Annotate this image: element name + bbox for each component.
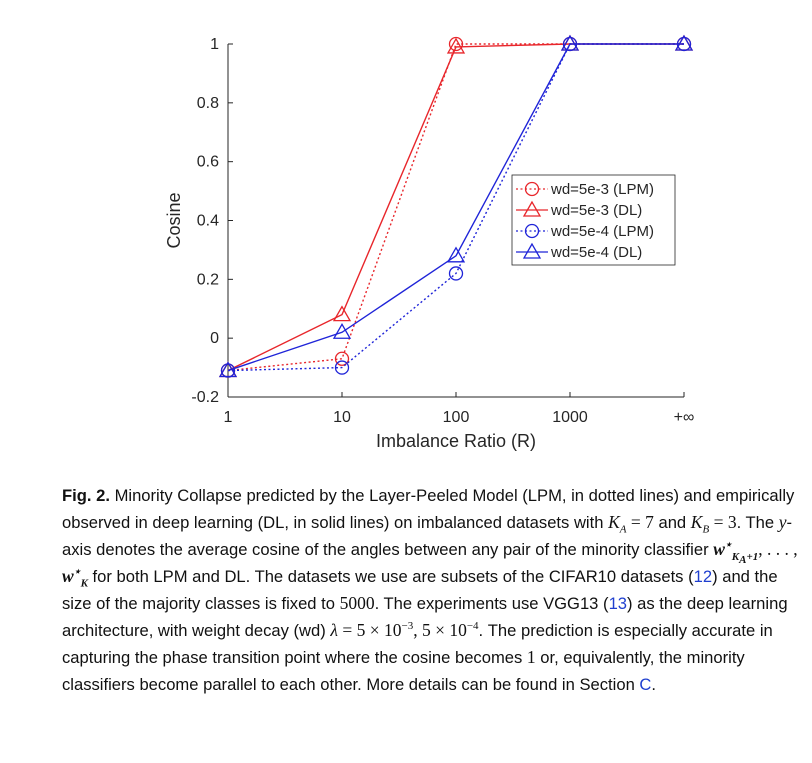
- math-w-last: $w^⋆_K$: [62, 566, 88, 590]
- caption-text: .: [651, 675, 657, 694]
- math-lambda: λ: [330, 620, 338, 640]
- math-lambda-values: = $5 \times 10^{-3}$, $5 \times 10^{-4}$: [337, 620, 479, 640]
- legend-label: wd=5e-3 (LPM): [551, 181, 654, 198]
- math-ka: $K_A$: [608, 512, 627, 536]
- x-tick-label: 1000: [552, 409, 588, 426]
- caption-text: Minority Collapse predicted by the Layer-Peeled Model (LPM, in dotted lines) and empirically observed in deep learning (DL, in solid lines) on imbalanced datasets with: [62, 486, 795, 532]
- y-tick-label: 0.6: [196, 153, 219, 171]
- y-tick-label: 0.4: [196, 212, 219, 230]
- data-point: [334, 324, 350, 338]
- y-tick-label: 0.8: [196, 94, 219, 112]
- caption-text: . The: [736, 513, 779, 532]
- y-tick-label: 0.2: [196, 271, 219, 289]
- caption-text: -axis denotes the average cosine of the angles between any pair of the minority classifier: [62, 513, 793, 559]
- reference-link-12[interactable]: 12: [693, 567, 713, 586]
- math-y: y: [778, 512, 787, 532]
- x-tick-label: 10: [333, 409, 351, 426]
- math-ellipsis: , . . . ,: [758, 539, 798, 559]
- figure-caption: [62, 482, 800, 698]
- section-link-c[interactable]: C: [639, 675, 652, 694]
- caption-text: ) as the deep learning architecture, with weight decay (wd): [62, 594, 788, 640]
- math-one: 1: [526, 647, 536, 667]
- math-kb-value: = 3: [709, 512, 737, 532]
- y-tick-label: 1: [210, 36, 219, 53]
- legend: [512, 175, 675, 265]
- y-tick-label: -0.2: [191, 389, 219, 406]
- caption-text: . The prediction is especially accurate in capturing the phase transition point where the cosine becomes: [62, 621, 773, 667]
- math-kb: $K_B$: [690, 512, 710, 536]
- x-tick-label: +∞: [673, 409, 695, 426]
- math-w-first: $w^⋆_{K_A+1}$: [713, 539, 759, 566]
- math-ka-value: = 7: [626, 512, 654, 532]
- caption-text: and: [653, 513, 691, 532]
- caption-text: ) and the size of the majority classes is fixed to: [62, 567, 778, 613]
- reference-link-13[interactable]: 13: [608, 594, 628, 613]
- y-tick-label: 0: [210, 330, 219, 348]
- legend-label: wd=5e-3 (DL): [551, 202, 643, 219]
- legend-label: wd=5e-4 (LPM): [551, 223, 654, 240]
- x-axis-label: Imbalance Ratio (R): [375, 431, 537, 451]
- caption-text: . The experiments use VGG13 (: [374, 594, 609, 613]
- x-tick-label: 100: [442, 409, 470, 426]
- y-axis-label: Cosine: [164, 192, 184, 249]
- caption-text: for both LPM and DL. The datasets we use are subsets of the CIFAR10 datasets (: [87, 567, 694, 586]
- legend-label: wd=5e-4 (DL): [551, 244, 643, 261]
- x-tick-label: 1: [223, 409, 233, 426]
- caption-text: or, equivalently, the minority classifiers become parallel to each other. More details can be found in Section: [62, 648, 745, 694]
- caption-label: Fig. 2.: [62, 486, 110, 505]
- math-5000: 5000: [339, 593, 375, 613]
